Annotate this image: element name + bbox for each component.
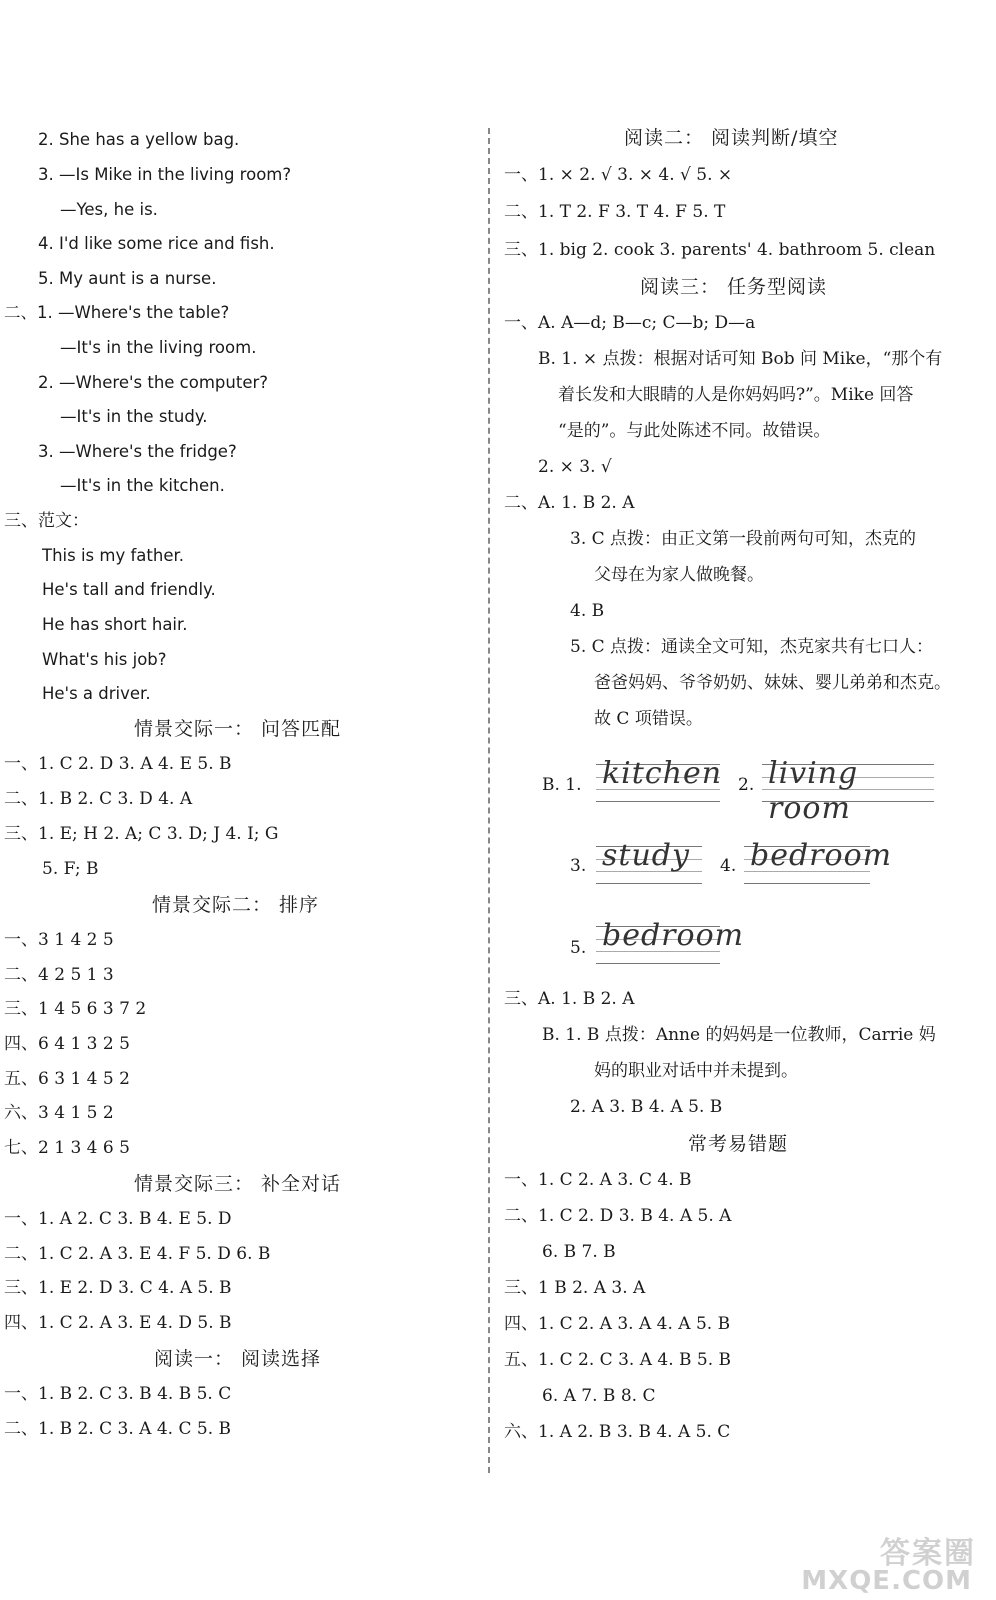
section-heading: 阅读三： 任务型阅读 [640, 276, 828, 298]
answer-line: 六、3 4 1 5 2 [4, 1103, 114, 1123]
answer-line: 2. A 3. B 4. A 5. B [570, 1097, 723, 1117]
section-heading: 情景交际三： 补全对话 [134, 1173, 342, 1195]
answer-line: 三、1 B 2. A 3. A [504, 1278, 646, 1298]
answer-line: 三、范文： [4, 511, 89, 531]
answer-line: 四、1. C 2. A 3. A 4. A 5. B [504, 1314, 731, 1334]
answer-line: 4. I'd like some rice and fish. [38, 234, 275, 253]
handwriting-number: 5. [570, 938, 587, 958]
answer-line: 3. —Is Mike in the living room? [38, 165, 292, 184]
answer-line: 二、4 2 5 1 3 [4, 965, 114, 985]
answer-line: He's a driver. [42, 684, 151, 703]
answer-line: 三、A. 1. B 2. A [504, 989, 635, 1009]
answer-line: 5. My aunt is a nurse. [38, 269, 217, 288]
answer-line: 一、1. B 2. C 3. B 4. B 5. C [4, 1384, 232, 1404]
answer-line: 二、1. C 2. D 3. B 4. A 5. A [504, 1206, 732, 1226]
answer-line: He's tall and friendly. [42, 580, 216, 599]
answer-line: 5. C 点拨：通读全文可知，杰克家共有七口人： [570, 637, 934, 657]
answer-line: 6. B 7. B [542, 1242, 616, 1262]
answer-line: 2. × 3. √ [538, 457, 612, 477]
answer-line: 故 C 项错误。 [594, 709, 703, 729]
answer-line: 三、1. E; H 2. A; C 3. D; J 4. I; G [4, 824, 279, 844]
answer-line: 五、6 3 1 4 5 2 [4, 1069, 130, 1089]
answer-line: 四、6 4 1 3 2 5 [4, 1034, 130, 1054]
answer-line: 七、2 1 3 4 6 5 [4, 1138, 130, 1158]
answer-line: B. 1. B 点拨：Anne 的妈妈是一位教师，Carrie 妈 [542, 1025, 936, 1045]
section-heading: 情景交际一： 问答匹配 [134, 718, 342, 740]
answer-line: 二、1. T 2. F 3. T 4. F 5. T [504, 202, 726, 222]
handwritten-word: bedroom [602, 918, 745, 953]
answer-line: 三、1. big 2. cook 3. parents' 4. bathroom 5. clean [504, 240, 936, 260]
answer-line: 妈的职业对话中并未提到。 [594, 1061, 798, 1081]
answer-line: 二、1. —Where's the table? [4, 303, 230, 322]
handwritten-word: bedroom [750, 838, 893, 873]
section-heading: 情景交际二： 排序 [152, 894, 320, 916]
answer-line: 三、1 4 5 6 3 7 2 [4, 999, 147, 1019]
section-heading: 常考易错题 [688, 1133, 789, 1155]
column-divider [488, 128, 490, 1473]
answer-line: —It's in the study. [60, 407, 208, 426]
watermark-logo: 答案圈 [880, 1536, 976, 1571]
answer-line: 一、1. C 2. A 3. C 4. B [504, 1170, 692, 1190]
answer-line: 着长发和大眼睛的人是你妈妈吗?”。Mike 回答 [558, 385, 914, 405]
answer-line: 3. —Where's the fridge? [38, 442, 237, 461]
answer-line: 一、1. A 2. C 3. B 4. E 5. D [4, 1209, 232, 1229]
answer-line: 二、1. B 2. C 3. A 4. C 5. B [4, 1419, 232, 1439]
answer-line: B. 1. × 点拨：根据对话可知 Bob 问 Mike，“那个有 [538, 349, 943, 369]
answer-line: 一、1. C 2. D 3. A 4. E 5. B [4, 754, 232, 774]
watermark-url: MXQE.COM [801, 1566, 972, 1596]
section-heading: 阅读一： 阅读选择 [154, 1348, 322, 1370]
answer-line: 二、1. C 2. A 3. E 4. F 5. D 6. B [4, 1244, 271, 1264]
answer-line: He has short hair. [42, 615, 188, 634]
answer-line: 六、1. A 2. B 3. B 4. A 5. C [504, 1422, 731, 1442]
answer-line: 4. B [570, 601, 605, 621]
answer-line: 6. A 7. B 8. C [542, 1386, 656, 1406]
handwriting-number: 4. [720, 856, 737, 876]
answer-line: 3. C 点拨：由正文第一段前两句可知，杰克的 [570, 529, 917, 549]
answer-line: “是的”。与此处陈述不同。故错误。 [558, 421, 831, 441]
handwriting-number: B. 1. [542, 775, 582, 795]
answer-line: 2. She has a yellow bag. [38, 130, 240, 149]
answer-line: 爸爸妈妈、爷爷奶奶、妹妹、婴儿弟弟和杰克。 [594, 673, 951, 693]
answer-line: —Yes, he is. [60, 200, 158, 219]
handwriting-number: 3. [570, 856, 587, 876]
answer-line: —It's in the living room. [60, 338, 257, 357]
answer-line: 五、1. C 2. C 3. A 4. B 5. B [504, 1350, 732, 1370]
answer-line: 一、A. A—d; B—c; C—b; D—a [504, 313, 756, 333]
handwriting-number: 2. [738, 775, 755, 795]
handwritten-word: kitchen [602, 756, 723, 791]
answer-line: 父母在为家人做晚餐。 [594, 565, 764, 585]
answer-line: 一、1. × 2. √ 3. × 4. √ 5. × [504, 165, 733, 185]
answer-line: What's his job? [42, 650, 167, 669]
answer-line: 二、A. 1. B 2. A [504, 493, 635, 513]
answer-line: 2. —Where's the computer? [38, 373, 269, 392]
answer-line: 一、3 1 4 2 5 [4, 930, 114, 950]
answer-line: 二、1. B 2. C 3. D 4. A [4, 789, 193, 809]
answer-line: 四、1. C 2. A 3. E 4. D 5. B [4, 1313, 232, 1333]
answer-line: —It's in the kitchen. [60, 476, 225, 495]
section-heading: 阅读二： 阅读判断/填空 [624, 127, 839, 149]
answer-line: 三、1. E 2. D 3. C 4. A 5. B [4, 1278, 232, 1298]
answer-line: This is my father. [42, 546, 184, 565]
handwritten-word: study [602, 838, 690, 873]
answer-line: 5. F; B [42, 859, 99, 879]
handwritten-word: living room [768, 756, 859, 826]
